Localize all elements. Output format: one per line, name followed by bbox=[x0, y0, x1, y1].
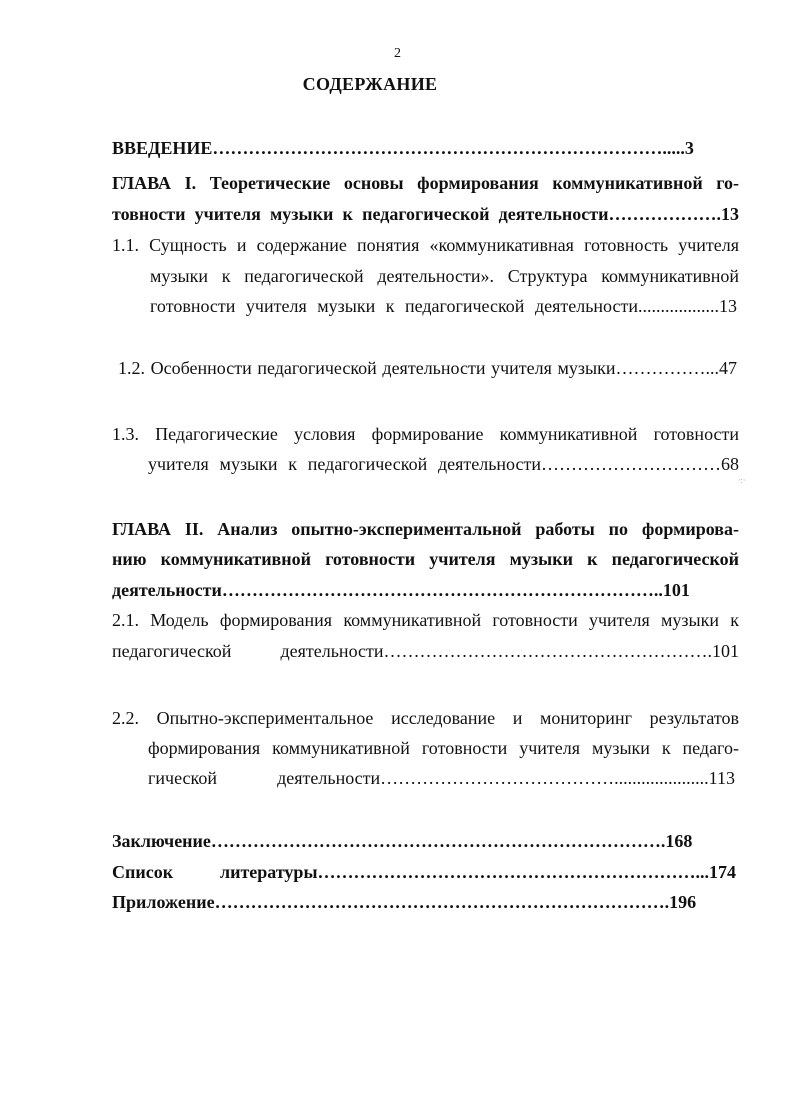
toc-section-2-2-line-1[interactable]: 2.2. Опытно-экспериментальное исследование и мониторинг результатов bbox=[112, 708, 739, 728]
scan-artifact: ·:· bbox=[738, 476, 746, 485]
toc-section-1-1-line-3[interactable]: готовности учителя музыки к педагогической деятельности..................13 bbox=[150, 296, 737, 316]
toc-chapter-2-line-2[interactable]: нию коммуникативной готовности учителя музыки к педагогической bbox=[112, 549, 739, 569]
toc-section-1-1-line-1[interactable]: 1.1. Сущность и содержание понятия «коммуникативная готовность учителя bbox=[112, 235, 739, 255]
toc-chapter-1-line-1[interactable]: ГЛАВА I. Теоретические основы формирования коммуникативной го- bbox=[112, 173, 739, 193]
toc-section-2-2-line-3[interactable]: гической деятельности………………………………….....................113 bbox=[148, 768, 735, 788]
toc-section-1-1-line-2[interactable]: музыки к педагогической деятельности». Структура коммуникативной bbox=[150, 266, 739, 286]
toc-section-1-3-line-1[interactable]: 1.3. Педагогические условия формирование коммуникативной готовности bbox=[112, 424, 739, 444]
page-title: СОДЕРЖАНИЕ bbox=[302, 74, 438, 94]
toc-entry-conclusion[interactable]: Заключение………………………………………………………………….168 bbox=[112, 831, 693, 851]
toc-section-2-2-line-2[interactable]: формирования коммуникативной готовности учителя музыки к педаго- bbox=[148, 738, 739, 758]
toc-entry-references[interactable]: Список литературы………………………………………………………...174 bbox=[112, 862, 736, 882]
toc-section-1-2[interactable]: 1.2. Особенности педагогической деятельности учителя музыки……………...47 bbox=[118, 358, 737, 378]
toc-chapter-2-line-1[interactable]: ГЛАВА II. Анализ опытно-экспериментальной работы по формирова- bbox=[112, 519, 739, 539]
toc-entry-introduction[interactable]: ВВЕДЕНИЕ………………………………………………………………….....3 bbox=[112, 138, 694, 158]
toc-section-2-1-line-1[interactable]: 2.1. Модель формирования коммуникативной готовности учителя музыки к bbox=[112, 610, 739, 630]
toc-chapter-1-line-2[interactable]: товности учителя музыки к педагогической деятельности……………….13 bbox=[112, 204, 739, 224]
toc-chapter-2-line-3[interactable]: деятельности………………………………………………………………..101 bbox=[112, 580, 690, 600]
page-number: 2 bbox=[394, 46, 401, 61]
toc-entry-appendix[interactable]: Приложение………………………………………………………………….196 bbox=[112, 892, 697, 912]
toc-section-2-1-line-2[interactable]: педагогической деятельности……………………………………………….101 bbox=[112, 641, 739, 661]
toc-section-1-3-line-2[interactable]: учителя музыки к педагогической деятельности…………………………68 bbox=[148, 454, 739, 474]
